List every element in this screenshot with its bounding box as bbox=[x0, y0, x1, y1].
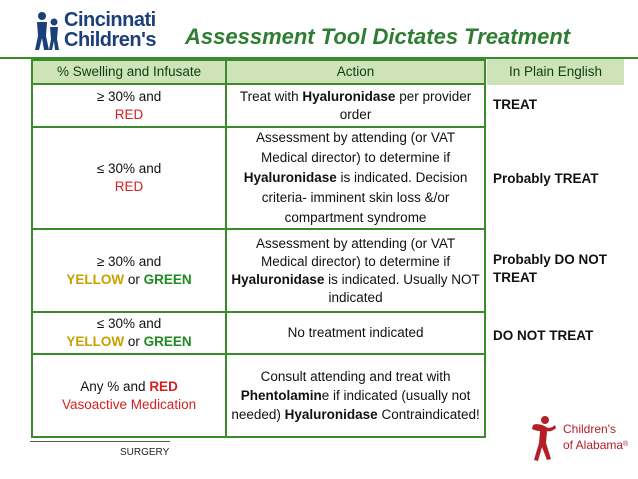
plain-item-probably-treat: Probably TREAT bbox=[493, 171, 599, 186]
logo-line-2: Children's bbox=[64, 29, 156, 51]
cincinnati-childrens-logo bbox=[34, 8, 156, 54]
action-cell: Assessment by attending (or VAT Medical director) to determine if Hyaluronidase is indicated. Decision criteria- imminent skin loss &/or compartment syndrome bbox=[226, 127, 485, 229]
action-cell: Consult attending and treat with Phentolamine if indicated (usually not needed) Hyaluronidase Contraindicated! bbox=[226, 354, 485, 437]
action-cell: Assessment by attending (or VAT Medical director) to determine if Hyaluronidase is indicated. Usually NOT indicated bbox=[226, 229, 485, 312]
swelling-cell: ≥ 30% and RED bbox=[32, 84, 226, 127]
logo-line-1: Cincinnati bbox=[64, 9, 156, 31]
swelling-cell: ≤ 30% and RED bbox=[32, 127, 226, 229]
header-action: Action bbox=[226, 60, 485, 84]
infusate-yellow: YELLOW bbox=[66, 334, 125, 349]
child-figures-icon bbox=[34, 10, 60, 52]
header-swelling: % Swelling and Infusate bbox=[32, 60, 226, 84]
treatment-table bbox=[31, 59, 486, 438]
alabama-figure-icon bbox=[519, 415, 559, 467]
table-row bbox=[32, 127, 485, 229]
infusate-green: GREEN bbox=[143, 271, 192, 287]
table-row bbox=[32, 229, 485, 312]
surgery-label: SURGERY bbox=[120, 447, 170, 458]
infusate-red: RED bbox=[114, 179, 144, 194]
action-cell: No treatment indicated bbox=[226, 312, 485, 354]
plain-item-treat: TREAT bbox=[493, 97, 537, 112]
table-row bbox=[32, 354, 485, 437]
alabama-line-1: Children's bbox=[563, 422, 616, 436]
plain-english-header: In Plain English bbox=[487, 59, 624, 85]
infusate-green: GREEN bbox=[143, 334, 192, 349]
infusate-red: RED bbox=[114, 106, 144, 122]
table-row bbox=[32, 312, 485, 354]
plain-item-not-treat: DO NOT TREAT bbox=[493, 328, 594, 343]
action-cell: Treat with Hyaluronidase per provider order bbox=[226, 84, 485, 127]
infusate-yellow: YELLOW bbox=[66, 271, 125, 287]
table-row bbox=[32, 84, 485, 127]
childrens-of-alabama-logo: Children's of Alabama® bbox=[519, 415, 629, 467]
swelling-cell: Any % and RED Vasoactive Medication bbox=[32, 354, 226, 437]
footer-divider bbox=[30, 441, 170, 442]
infusate-red: RED bbox=[149, 378, 178, 394]
swelling-cell: ≥ 30% and YELLOW or GREEN bbox=[32, 229, 226, 312]
slide-title: Assessment Tool Dictates Treatment bbox=[185, 24, 571, 49]
alabama-line-2: of Alabama bbox=[563, 438, 624, 452]
swelling-cell: ≤ 30% and YELLOW or GREEN bbox=[32, 312, 226, 354]
plain-item-probably-not-treat: Probably DO NOT TREAT bbox=[493, 252, 608, 285]
